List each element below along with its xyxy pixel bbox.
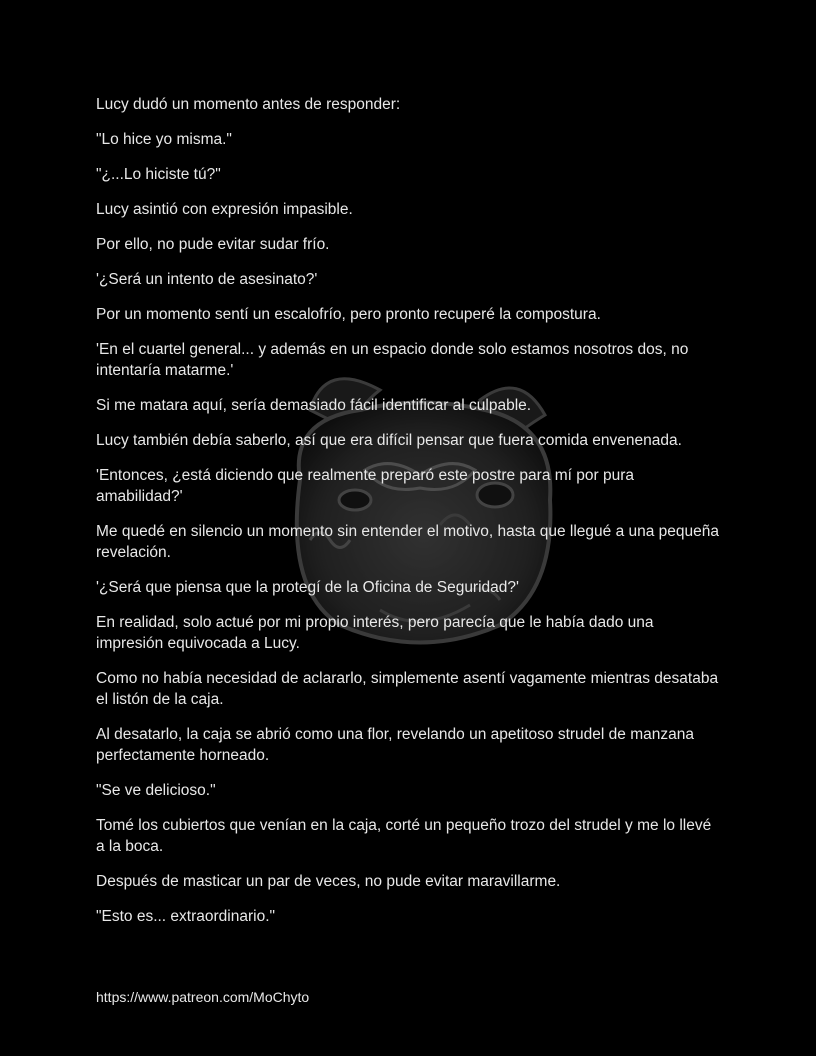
paragraph: "¿...Lo hiciste tú?" (96, 166, 221, 183)
paragraph: Por ello, no pude evitar sudar frío. (96, 236, 330, 253)
paragraph: Lucy también debía saberlo, así que era difícil pensar que fuera comida envenenada. (96, 432, 682, 449)
paragraph: En realidad, solo actué por mi propio interés, pero parecía que le había dado una impresión equivocada a Lucy. (96, 614, 654, 652)
paragraph: Después de masticar un par de veces, no pude evitar maravillarme. (96, 873, 561, 890)
patreon-link[interactable]: https://www.patreon.com/MoChyto (96, 989, 310, 1005)
paragraph: Me quedé en silencio un momento sin entender el motivo, hasta que llegué a una pequeña revelación. (96, 523, 720, 561)
paragraph: Como no había necesidad de aclararlo, simplemente asentí vagamente mientras desataba el listón de la caja. (96, 670, 719, 708)
paragraph: "Esto es... extraordinario." (96, 908, 275, 925)
paragraph: Lucy asintió con expresión impasible. (96, 201, 353, 218)
paragraph: "Se ve delicioso." (96, 782, 216, 799)
paragraph: Tomé los cubiertos que venían en la caja, corté un pequeño trozo del strudel y me lo llevé a la boca. (96, 817, 712, 855)
paragraph: Lucy dudó un momento antes de responder: (96, 96, 401, 113)
paragraph: "Lo hice yo misma." (96, 131, 232, 148)
paragraph: Por un momento sentí un escalofrío, pero pronto recuperé la compostura. (96, 306, 601, 323)
paragraph: 'Entonces, ¿está diciendo que realmente preparó este postre para mí por pura amabilidad?' (96, 467, 635, 505)
paragraph: 'En el cuartel general... y además en un espacio donde solo estamos nosotros dos, no intentaría matarme.' (96, 341, 689, 379)
document-body (96, 94, 720, 941)
paragraph: Si me matara aquí, sería demasiado fácil identificar al culpable. (96, 397, 532, 414)
paragraph: Al desatarlo, la caja se abrió como una flor, revelando un apetitoso strudel de manzana perfectamente horneado. (96, 726, 694, 764)
paragraph: '¿Será un intento de asesinato?' (96, 271, 318, 288)
paragraph: '¿Será que piensa que la protegí de la Oficina de Seguridad?' (96, 579, 519, 596)
